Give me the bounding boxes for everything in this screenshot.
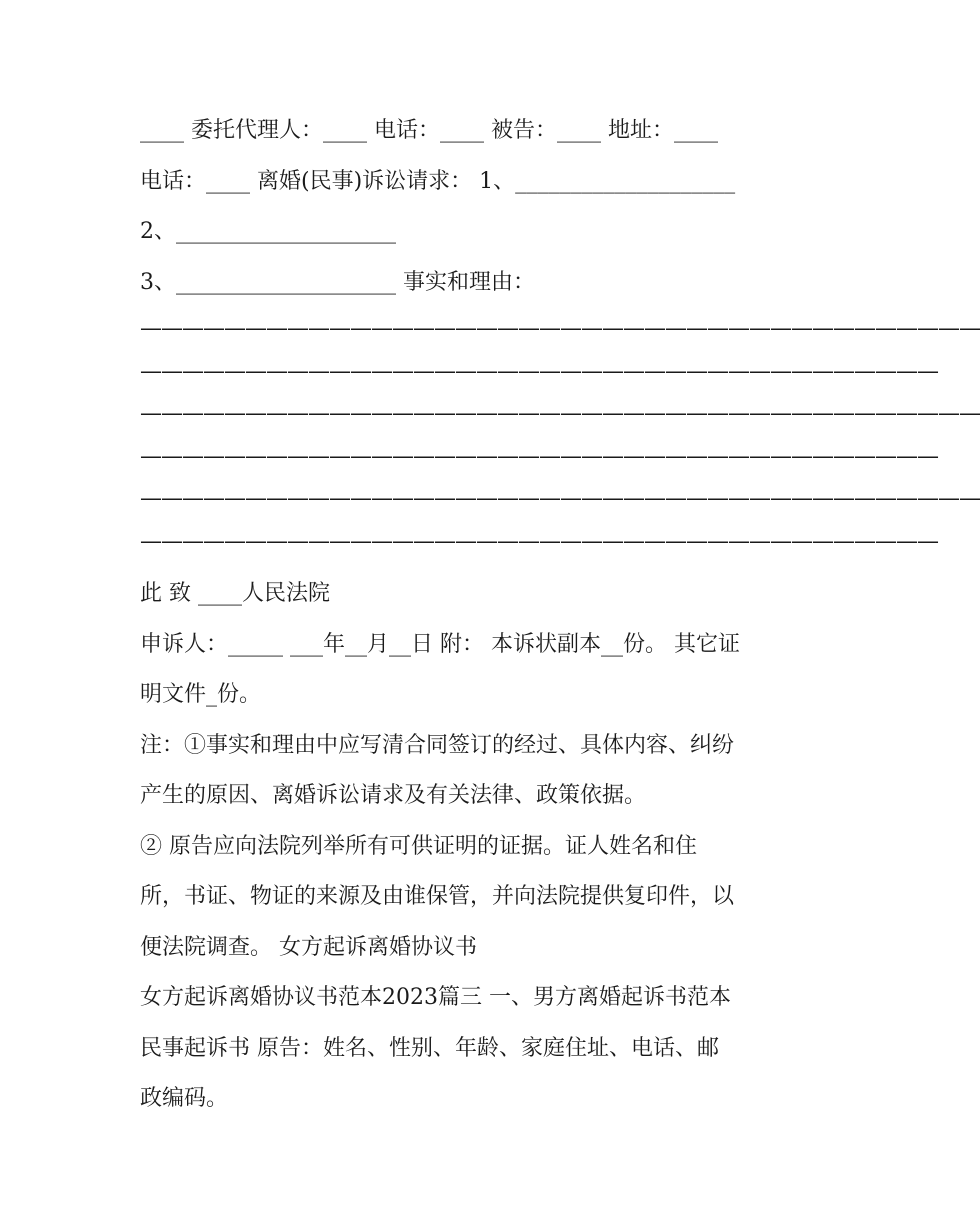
text-line-documents: 明文件_份。 xyxy=(140,682,262,707)
text-line-note-1-cont: 产生的原因、离婚诉讼请求及有关法律、政策依据。 xyxy=(140,783,647,808)
text-line-claims-3-facts: 3、____________________ 事实和理由： xyxy=(140,269,535,295)
text-line-petitioner-date: 申诉人：_____ ___年__月__日 附： 本诉状副本__份。 其它证 xyxy=(140,631,740,657)
text-line-note-1: 注：①事实和理由中应写清合同签订的经过、具体内容、纠纷 xyxy=(140,732,735,758)
blank-fill-line: —————————————————————————————————————— xyxy=(140,443,938,469)
text-line-note-2-end: 便法院调查。 女方起诉离婚协议书 xyxy=(140,934,477,960)
text-line-postal-code: 政编码。 xyxy=(140,1086,229,1111)
text-line-plaintiff-info: 民事起诉书 原告：姓名、性别、年龄、家庭住址、电话、邮 xyxy=(140,1035,719,1061)
text-line-sample-title: 女方起诉离婚协议书范本2023篇三 一、男方离婚起诉书范本 xyxy=(140,985,731,1010)
blank-fill-line: ———————————————————————————————————————— xyxy=(140,401,980,426)
text-line-note-2-cont: 所，书证、物证的来源及由谁保管，并向法院提供复印件，以 xyxy=(140,884,735,909)
blank-fill-line: —————————————————————————————————————— xyxy=(140,528,938,554)
document-body xyxy=(140,106,980,1125)
blank-fill-line: —————————————————————————————————————— xyxy=(140,358,938,384)
text-line-claims-1: 电话：____ 离婚(民事)诉讼请求： 1、____________________ xyxy=(140,168,736,194)
blank-fill-line: ———————————————————————————————————————— xyxy=(140,316,980,341)
blank-fill-line: ———————————————————————————————————————— xyxy=(140,486,980,511)
text-line-claims-2: 2、____________________ xyxy=(140,219,396,244)
text-line-agent-phone-defendant: ____ 委托代理人：____ 电话：____ 被告：____ 地址：____ xyxy=(140,118,718,143)
text-line-court-address: 此 致 ____人民法院 xyxy=(140,581,330,606)
text-line-note-2: ② 原告应向法院列举所有可供证明的证据。证人姓名和住 xyxy=(140,833,697,859)
